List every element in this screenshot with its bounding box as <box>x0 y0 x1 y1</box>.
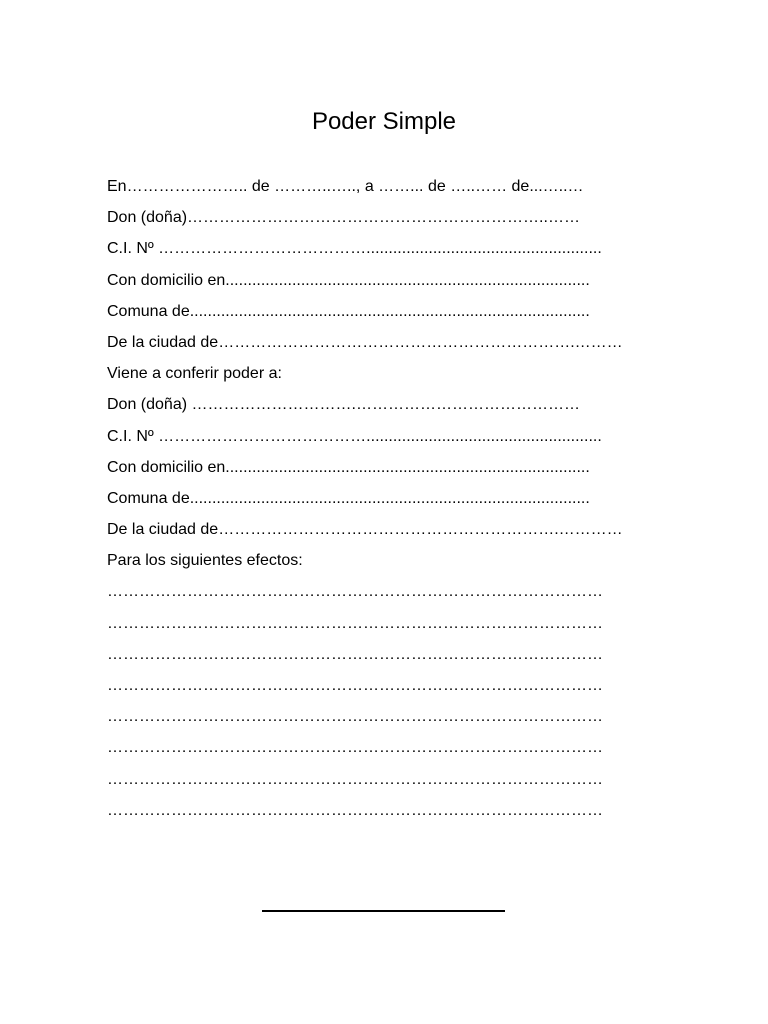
document-title: Poder Simple <box>311 108 457 135</box>
grantor-address-line: Con domicilio en.................................................................................. <box>107 271 590 289</box>
attorney-comuna-line: Comuna de.......................................................................................... <box>107 489 590 507</box>
purpose-line: ………………………………………………………………………………… <box>107 614 603 632</box>
purpose-line: ………………………………………………………………………………… <box>107 739 603 757</box>
signature-line <box>262 910 505 912</box>
attorney-id-line: C.I. Nº …………………………………..................................................... <box>107 427 602 445</box>
purpose-line: ………………………………………………………………………………… <box>107 645 603 663</box>
attorney-name-line: Don (doña) ………………………….…………………………………… <box>107 396 580 414</box>
purpose-line: ………………………………………………………………………………… <box>107 801 603 819</box>
purpose-line: ………………………………………………………………………………… <box>107 770 603 788</box>
purpose-line: ………………………………………………………………………………… <box>107 583 603 601</box>
date-line: En………………….. de ………..….., a ……... de …..…… de...…..… <box>107 178 584 195</box>
attorney-city-line: De la ciudad de……………………………………………………….………… <box>107 521 623 539</box>
grantor-comuna-line: Comuna de.......................................................................................... <box>107 302 590 320</box>
grantor-city-line: De la ciudad de………………………………………………………….……… <box>107 333 623 351</box>
form-body <box>107 171 667 826</box>
purposes-heading: Para los siguientes efectos: <box>107 552 303 570</box>
purpose-line: ………………………………………………………………………………… <box>107 708 603 726</box>
purpose-line: ………………………………………………………………………………… <box>107 677 603 694</box>
attorney-address-line: Con domicilio en.................................................................................. <box>107 458 590 476</box>
grant-statement: Viene a conferir poder a: <box>107 365 282 383</box>
grantor-id-line: C.I. Nº …………………………………..................................................... <box>107 240 602 258</box>
grantor-name-line: Don (doña)…………………………………………………………..…… <box>107 209 580 227</box>
